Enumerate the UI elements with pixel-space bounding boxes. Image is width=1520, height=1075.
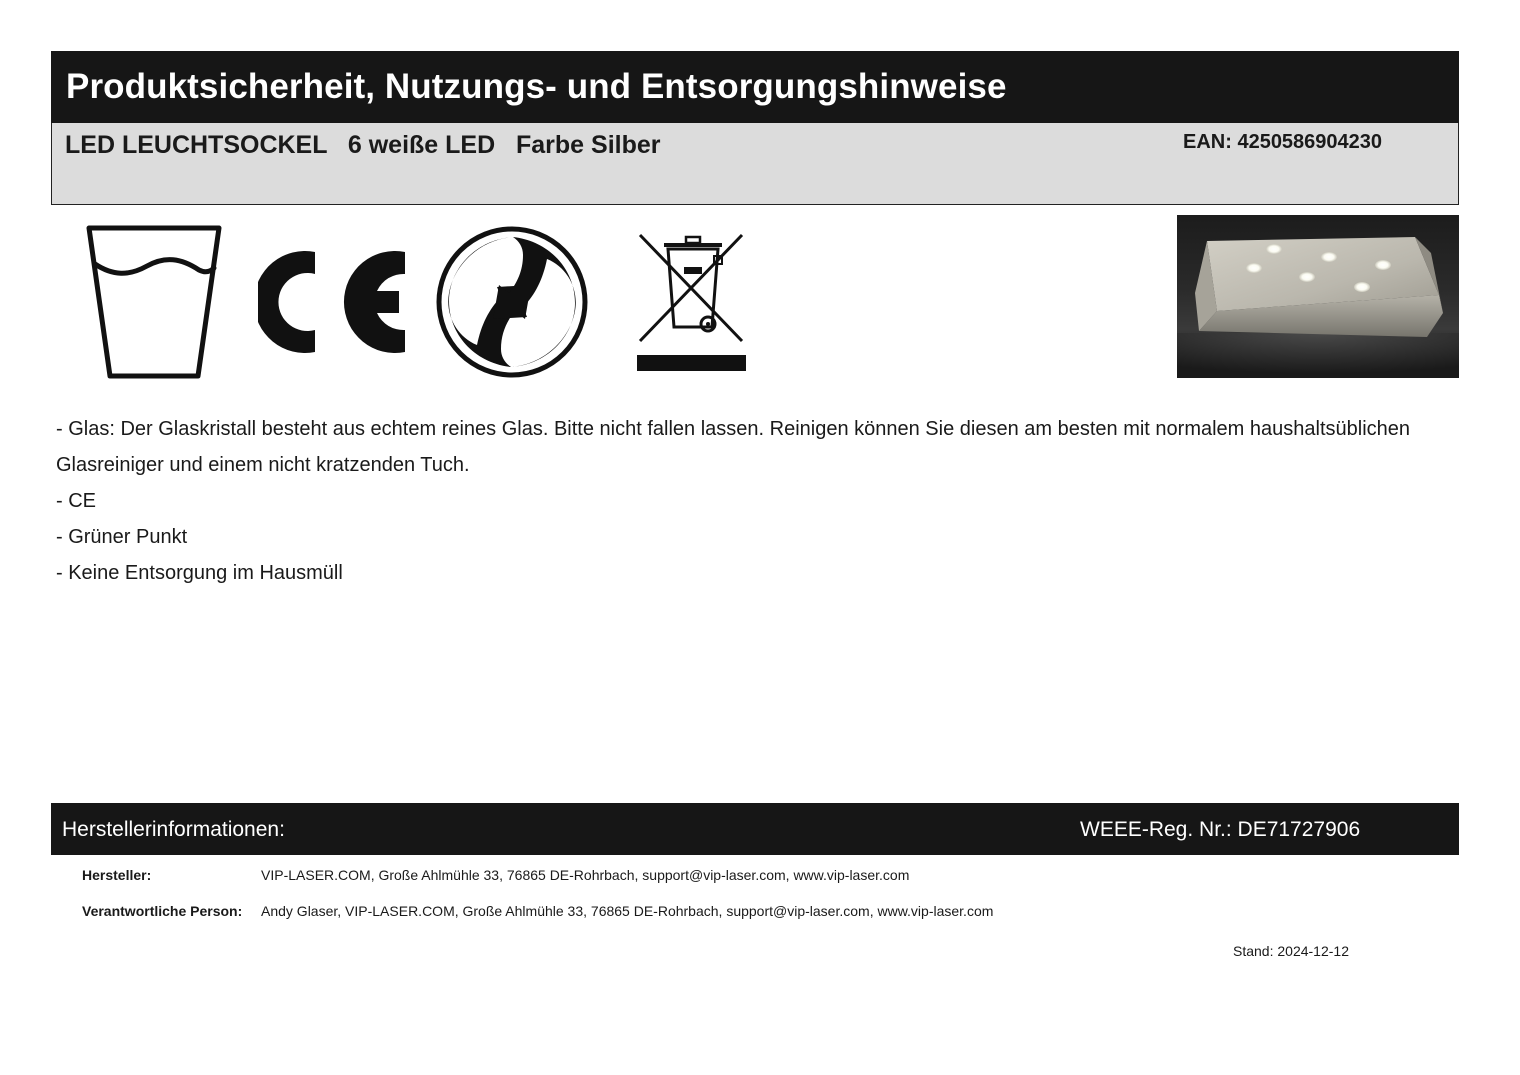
crossed-bin-icon [636,231,748,373]
product-photo [1177,215,1459,378]
hersteller-label: Hersteller: [82,867,152,883]
manufacturer-bar [51,803,1459,855]
safety-notes [56,411,1446,591]
glass-icon [85,224,223,381]
product-name: LED LEUCHTSOCKEL 6 weiße LED Farbe Silber [65,131,661,159]
note-ce: - CE [56,490,96,512]
note-glass: - Glas: Der Glaskristall besteht aus echtem reines Glas. Bitte nicht fallen lassen. Reinigen können Sie diesen am besten mit normalem haushaltsüblichen Glasreiniger und einem nicht kratzenden Tuch. [56,418,1411,476]
green-dot-icon [435,225,589,379]
product-bar [51,123,1459,205]
person-value: Andy Glaser, VIP-LASER.COM, Große Ahlmühle 33, 76865 DE-Rohrbach, support@vip-laser.com, www.vip-laser.com [261,903,994,919]
note-disposal: - Keine Entsorgung im Hausmüll [56,562,343,584]
led-base-photo [1177,215,1459,378]
person-label: Verantwortliche Person: [82,903,243,919]
weee-number: WEEE-Reg. Nr.: DE71727906 [1080,818,1361,841]
stand-date: Stand: 2024-12-12 [1233,943,1349,959]
note-green-dot: - Grüner Punkt [56,526,188,548]
page-title: Produktsicherheit, Nutzungs- und Entsorgungshinweise [66,67,1007,106]
title-bar [51,51,1459,123]
manufacturer-title: Herstellerinformationen: [62,818,285,841]
product-ean: EAN: 4250586904230 [1183,131,1383,153]
ce-mark-icon [258,250,408,354]
hersteller-value: VIP-LASER.COM, Große Ahlmühle 33, 76865 DE-Rohrbach, support@vip-laser.com, www.vip-laser.com [261,867,910,883]
